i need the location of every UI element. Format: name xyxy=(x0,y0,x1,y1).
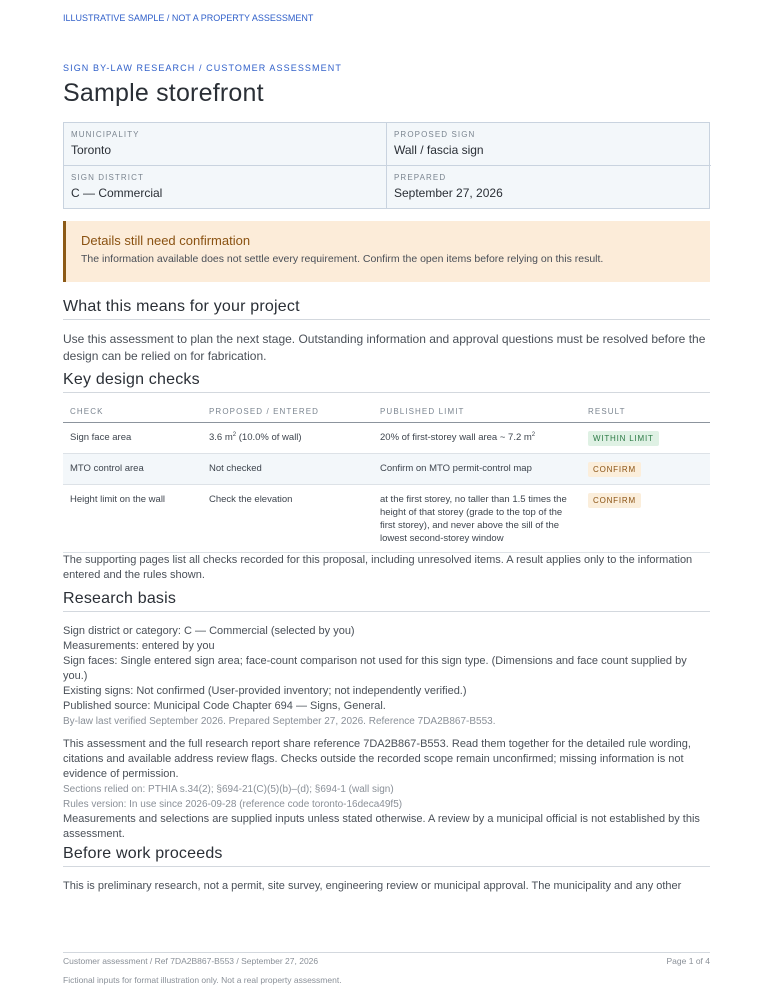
before-work-heading: Before work proceeds xyxy=(63,845,710,867)
research-measurements: Measurements: entered by you xyxy=(63,640,215,652)
footer-reference: Customer assessment / Ref 7DA2B867-B553 / September 27, 2026 xyxy=(63,956,319,966)
sign-district-cell xyxy=(64,166,387,209)
result-cell xyxy=(581,485,710,553)
published-limit-exponent: 2 xyxy=(531,431,536,438)
status-badge: WITHIN LIMIT xyxy=(588,431,659,446)
sample-disclaimer-label: ILLUSTRATIVE SAMPLE / NOT A PROPERTY ASSESSMENT xyxy=(63,13,314,23)
research-inputs-note: Measurements and selections are supplied inputs unless stated otherwise. A review by a municipal official is not established by this assessment. xyxy=(63,813,700,840)
research-district: Sign district or category: C — Commercial (selected by you) xyxy=(63,625,355,637)
proposed-value: Check the elevation xyxy=(202,485,373,553)
column-header-check: CHECK xyxy=(63,402,202,423)
check-name: Height limit on the wall xyxy=(63,485,202,553)
page-number: Page 1 of 4 xyxy=(666,956,710,966)
proposed-value: Not checked xyxy=(202,454,373,485)
table-row xyxy=(63,485,710,553)
proposed-sign-value: Wall / fascia sign xyxy=(394,143,484,157)
checks-note: The supporting pages list all checks recorded for this proposal, including unresolved items. A result applies only to the information entered and the rules shown. xyxy=(63,554,693,581)
check-name: MTO control area xyxy=(63,454,202,485)
page-title: Sample storefront xyxy=(63,79,264,107)
proposed-sign-label: PROPOSED SIGN xyxy=(394,130,476,139)
column-header-limit: PUBLISHED LIMIT xyxy=(373,402,581,423)
research-source: Published source: Municipal Code Chapter 694 — Signs, General. xyxy=(63,700,386,712)
research-heading: Research basis xyxy=(63,590,710,612)
research-faces: Sign faces: Single entered sign area; face-count comparison not used for this sign type. (Dimensions and face count supplied by you.) xyxy=(63,655,687,682)
checks-heading: Key design checks xyxy=(63,371,710,393)
report-category-eyebrow: SIGN BY-LAW RESEARCH / CUSTOMER ASSESSMENT xyxy=(63,63,342,73)
proposed-sign-cell xyxy=(387,123,711,166)
status-badge: CONFIRM xyxy=(588,462,641,477)
status-badge: CONFIRM xyxy=(588,493,641,508)
research-shared-reference: This assessment and the full research report share reference 7DA2B867-B553. Read them together for the detailed rule wording, citations and available address review flags. Checks outside the recorded scope remain unconfirmed; missing information is not evidence of permission. xyxy=(63,738,691,780)
proposed-value-exponent: 2 xyxy=(232,431,237,438)
column-header-result: RESULT xyxy=(581,402,710,423)
sign-district-value: C — Commercial xyxy=(71,186,163,200)
municipality-cell xyxy=(64,123,387,166)
prepared-value: September 27, 2026 xyxy=(394,186,503,200)
proposed-value-number: 3.6 m xyxy=(209,432,233,443)
proposed-value xyxy=(202,423,373,454)
check-name: Sign face area xyxy=(63,423,202,454)
footer-disclaimer: Fictional inputs for format illustration only. Not a real property assessment. xyxy=(63,975,342,985)
research-basis-block xyxy=(63,624,710,842)
prepared-label: PREPARED xyxy=(394,173,447,182)
municipality-value: Toronto xyxy=(71,143,112,157)
confirmation-notice xyxy=(63,221,710,282)
report-page xyxy=(63,0,710,1000)
published-limit: Confirm on MTO permit-control map xyxy=(373,454,581,485)
notice-title: Details still need confirmation xyxy=(81,233,251,248)
result-cell xyxy=(581,423,710,454)
published-limit-text: 20% of first-storey wall area ~ 7.2 m xyxy=(380,432,532,443)
table-row xyxy=(63,423,710,454)
project-text: Use this assessment to plan the next stage. Outstanding information and approval questions must be resolved before the design can be relied on for fabrication. xyxy=(63,332,706,363)
published-limit: at the first storey, no taller than 1.5 times the height of that storey (grade to the top of the first storey), and never above the sill of the lowest second-storey window xyxy=(373,485,581,553)
notice-text: The information available does not settle every requirement. Confirm the open items before relying on this result. xyxy=(81,253,604,265)
project-heading: What this means for your project xyxy=(63,298,710,320)
municipality-label: MUNICIPALITY xyxy=(71,130,140,139)
sign-district-label: SIGN DISTRICT xyxy=(71,173,144,182)
table-row xyxy=(63,454,710,485)
research-rules-version: Rules version: In use since 2026-09-28 (reference code toronto-16deca49f5) xyxy=(63,799,403,810)
published-limit xyxy=(373,423,581,454)
result-cell xyxy=(581,454,710,485)
research-existing-signs: Existing signs: Not confirmed (User-provided inventory; not independently verified.) xyxy=(63,685,467,697)
column-header-proposed: PROPOSED / ENTERED xyxy=(202,402,373,423)
design-checks-table xyxy=(63,402,710,553)
proposed-value-note: (10.0% of wall) xyxy=(236,432,302,443)
research-verified: By-law last verified September 2026. Prepared September 27, 2026. Reference 7DA2B867-B553. xyxy=(63,716,496,727)
before-work-text: This is preliminary research, not a permit, site survey, engineering review or municipal approval. The municipality and any other xyxy=(63,880,682,892)
prepared-cell xyxy=(387,166,711,209)
footer-divider xyxy=(63,952,710,953)
summary-metadata-grid xyxy=(63,122,710,209)
research-sections: Sections relied on: PTHIA s.34(2); §694-21(C)(5)(b)–(d); §694-1 (wall sign) xyxy=(63,784,394,795)
table-header-row xyxy=(63,402,710,423)
